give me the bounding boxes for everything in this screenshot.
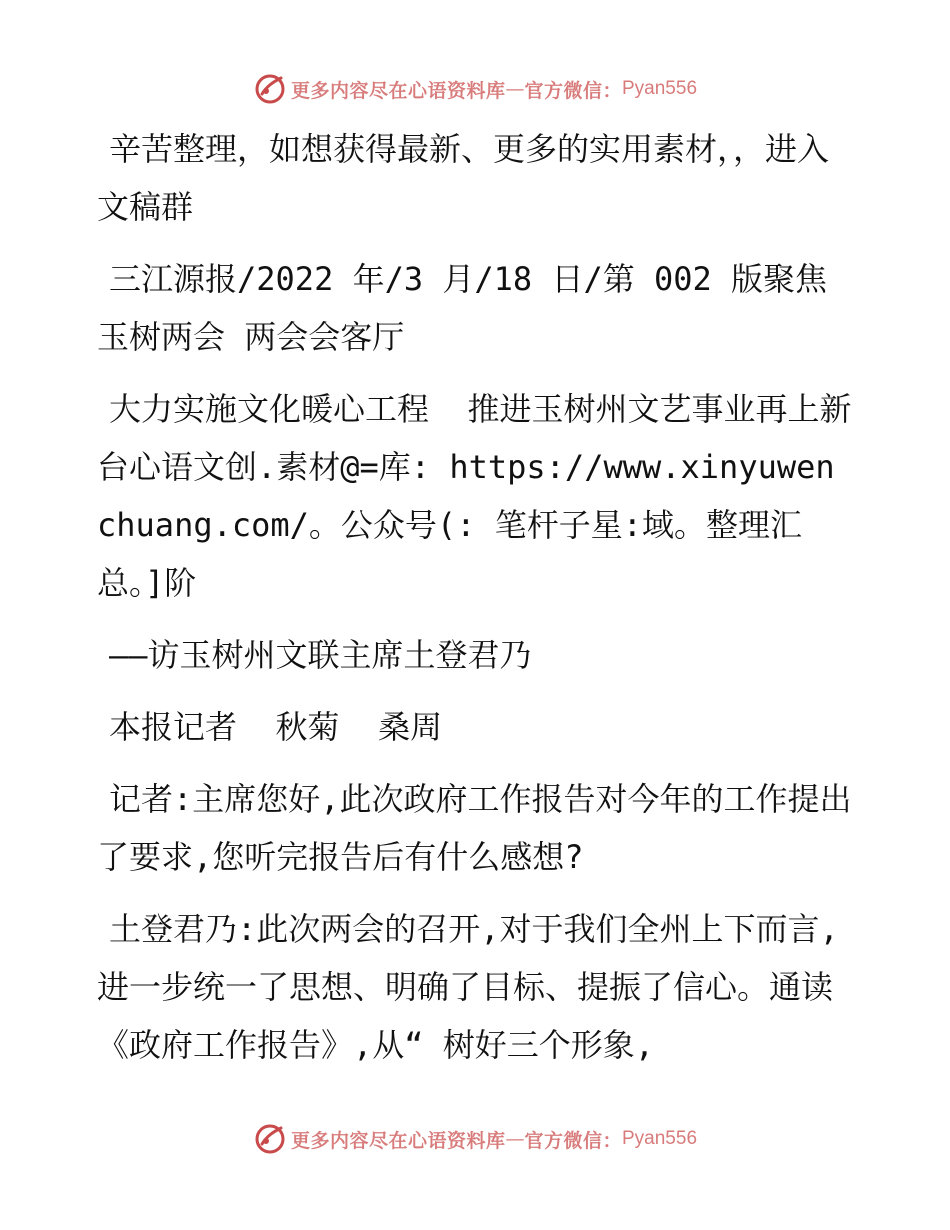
watermark-official-label: 官方微信：: [524, 79, 622, 102]
brush-seal-logo-icon: [253, 1122, 287, 1156]
watermark-official-label: 官方微信：: [524, 1129, 622, 1152]
brush-seal-logo-icon: [253, 72, 287, 106]
paragraph-source: 三江源报/2022 年/3 月/18 日/第 002 版聚焦玉树两会 两会会客厅: [97, 260, 828, 356]
paragraph-question: 记者:主席您好,此次政府工作报告对今年的工作提出了要求,您听完报告后有什么感想?: [97, 780, 852, 876]
watermark-brand: Pyan556: [622, 78, 698, 99]
watermark-separator: —: [505, 78, 525, 100]
paragraph-answer: 土登君乃:此次两会的召开,对于我们全州上下而言,进一步统一了思想、明确了目标、提振了信心。通读《政府工作报告》,从“ 树好三个形象,: [97, 910, 839, 1064]
paragraph-subtitle: ——访玉树州文联主席土登君乃: [109, 636, 532, 674]
watermark-brand: Pyan556: [622, 1128, 698, 1149]
watermark-footer: [0, 1122, 950, 1156]
article-body: [97, 120, 852, 1088]
watermark-separator: —: [505, 1128, 525, 1150]
watermark-text: 更多内容尽在心语资料库: [290, 1129, 506, 1152]
paragraph-byline: 本报记者 秋菊 桑周: [109, 708, 443, 746]
paragraph-headline: 大力实施文化暖心工程 推进玉树州文艺事业再上新台心语文创.素材@=库: https://www.xinyuwenchuang.com/。公众号(: 笔杆子星:域。整理汇总。]阶: [97, 390, 852, 602]
watermark-text: 更多内容尽在心语资料库: [290, 79, 506, 102]
watermark-header: [0, 72, 950, 106]
paragraph-intro: 辛苦整理，如想获得最新、更多的实用素材，，进入文稿群: [97, 130, 830, 226]
